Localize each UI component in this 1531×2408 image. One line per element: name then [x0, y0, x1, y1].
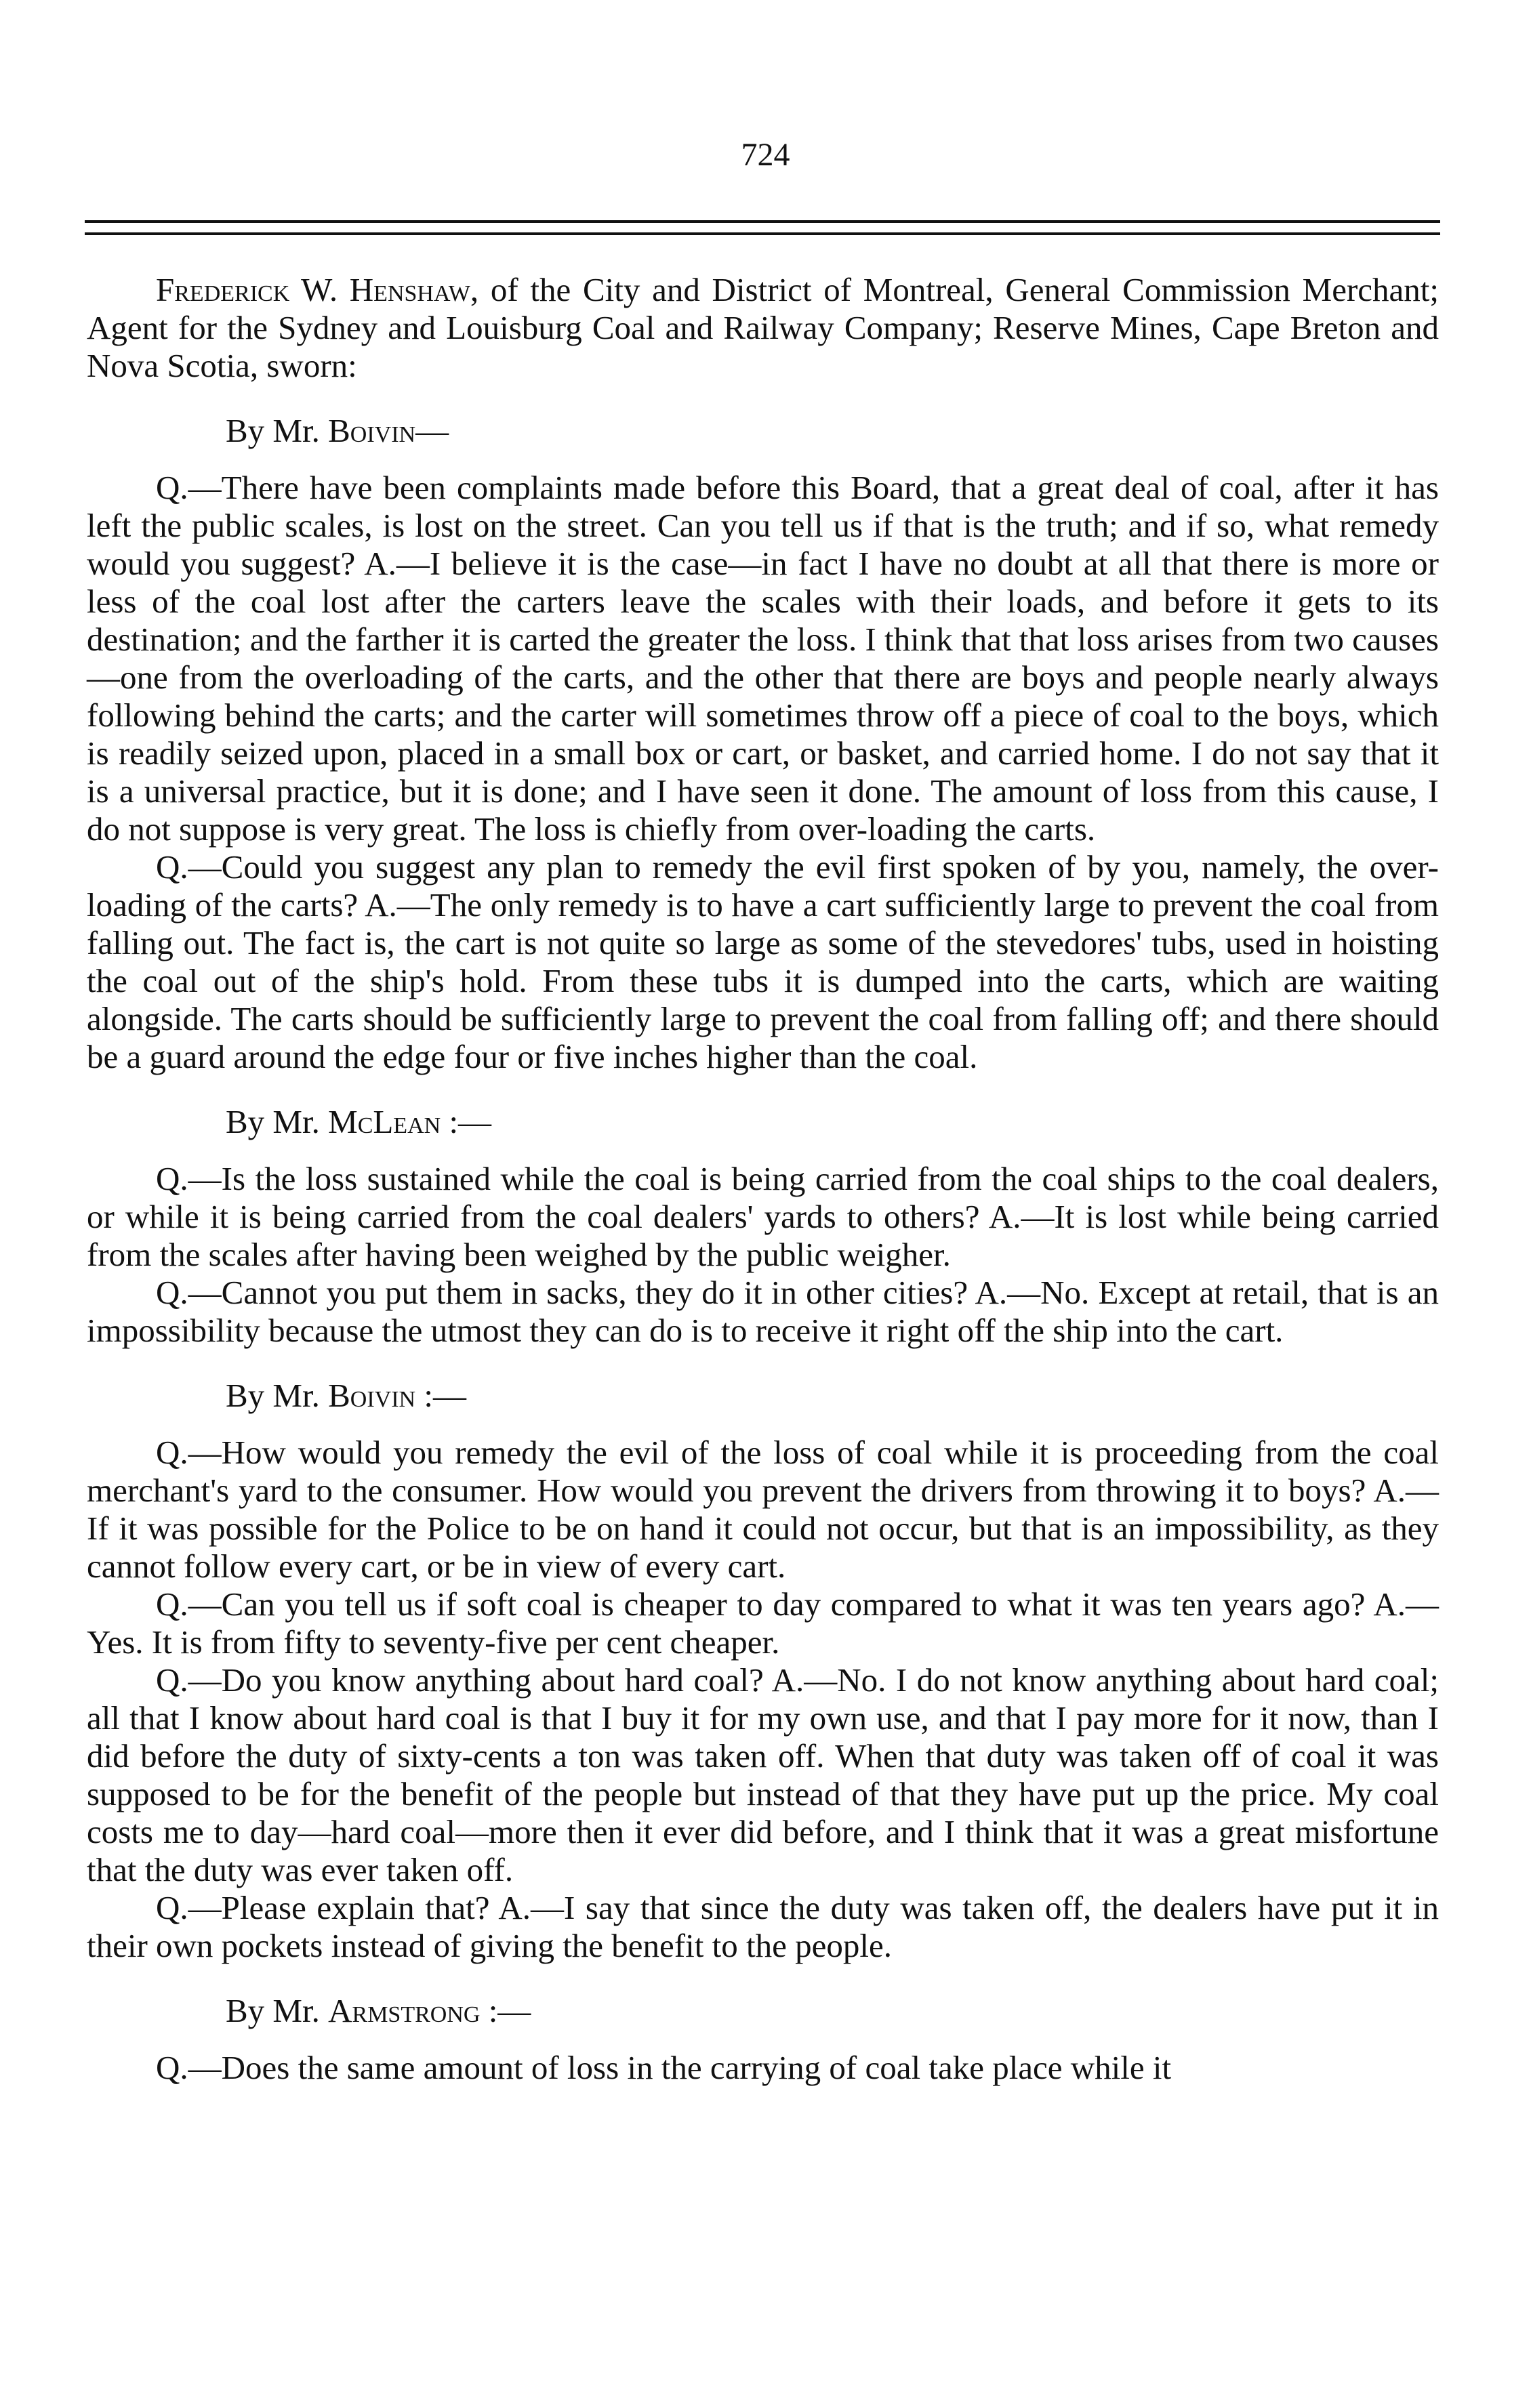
header-rule-top [85, 220, 1440, 223]
speaker-heading: By Mr. McLean :— [226, 1103, 492, 1140]
qa-paragraph: Q.—Can you tell us if soft coal is cheaper to day compared to what it was ten years ago? A.—Yes. It is from fifty to seventy-five per cent cheaper. [87, 1585, 1439, 1661]
qa-paragraph: Q.—Is the loss sustained while the coal is being carried from the coal ships to the coal dealers, or while it is being carried from the coal dealers' yards to others? A.—It is lost while being carried from the scales after having been weighed by the public weigher. [87, 1160, 1439, 1273]
testimony-section [87, 1103, 1439, 1350]
qa-paragraph: Q.—Please explain that? A.—I say that since the duty was taken off, the dealers have put it in their own pockets instead of giving the benefit to the people. [87, 1889, 1439, 1964]
speaker-name: Boivin [328, 1377, 416, 1414]
qa-paragraph: Q.—How would you remedy the evil of the loss of coal while it is proceeding from the coal merchant's yard to the consumer. How would you prevent the drivers from throwing it to boys? A.—If it was possible for the Police to be on hand it could not occur, but that is an impossibility, as they cannot follow every cart, or be in view of every cart. [87, 1434, 1439, 1585]
qa-paragraph: Q.—Does the same amount of loss in the carrying of coal take place while it [156, 2049, 1172, 2086]
witness-name: Frederick W. Henshaw [156, 271, 470, 308]
witness-introduction [87, 271, 1439, 385]
header-rule-bottom [85, 232, 1440, 235]
testimony-section [87, 1992, 1439, 2087]
speaker-name: Boivin [328, 412, 416, 449]
witness-description: , of the City and District of Montreal, General Commission Merchant; Agent for the Sydney and Louisburg Coal and Railway Company; Reserve Mines, Cape Breton and Nova Scotia, sworn: [87, 271, 1439, 384]
qa-paragraph: Q.—There have been complaints made before this Board, that a great deal of coal, after it has left the public scales, is lost on the street. Can you tell us if that is the truth; and if so, what remedy would you suggest? A.—I believe it is the case—in fact I have no doubt at all that there is more or less of the coal lost after the carters leave the scales with their loads, and before it gets to its destination; and the farther it is carted the greater the loss. I think that that loss arises from two causes—one from the overloading of the carts, and the other that there are boys and people nearly always following behind the carts; and the carter will sometimes throw off a piece of coal to the boys, which is readily seized upon, placed in a small box or cart, or basket, and carried home. I do not say that it is a universal practice, but it is done; and I have seen it done. The amount of loss from this cause, I do not suppose is very great. The loss is chiefly from over-loading the carts. [87, 469, 1439, 848]
qa-paragraph: Q.—Could you suggest any plan to remedy the evil first spoken of by you, namely, the over-loading of the carts? A.—The only remedy is to have a cart sufficiently large to prevent the coal from falling out. The fact is, the cart is not quite so large as some of the stevedores' tubs, used in hoisting the coal out of the ship's hold. From these tubs it is dumped into the carts, which are waiting alongside. The carts should be sufficiently large to prevent the coal from falling off; and there should be a guard around the edge four or five inches higher than the coal. [87, 848, 1439, 1075]
speaker-heading: By Mr. Armstrong :— [226, 1992, 531, 2029]
speaker-name: McLean [328, 1103, 441, 1140]
testimony-body [87, 271, 1439, 2087]
qa-paragraph: Q.—Cannot you put them in sacks, they do it in other cities? A.—No. Except at retail, that is an impossibility because the utmost they can do is to receive it right off the ship into the cart. [87, 1274, 1439, 1349]
page-number: 724 [741, 137, 790, 173]
speaker-heading: By Mr. Boivin— [226, 412, 449, 449]
testimony-section [87, 1377, 1439, 1965]
testimony-section [87, 412, 1439, 1076]
speaker-heading: By Mr. Boivin :— [226, 1377, 466, 1414]
qa-paragraph: Q.—Do you know anything about hard coal? A.—No. I do not know anything about hard coal; all that I know about hard coal is that I buy it for my own use, and that I pay more for it now, than I did before the duty of sixty-cents a ton was taken off. When that duty was taken off of coal it was supposed to be for the benefit of the people but instead of that they have put up the price. My coal costs me to day—hard coal—more then it ever did before, and I think that it was a great misfortune that the duty was ever taken off. [87, 1661, 1439, 1888]
speaker-name: Armstrong [328, 1992, 481, 2029]
